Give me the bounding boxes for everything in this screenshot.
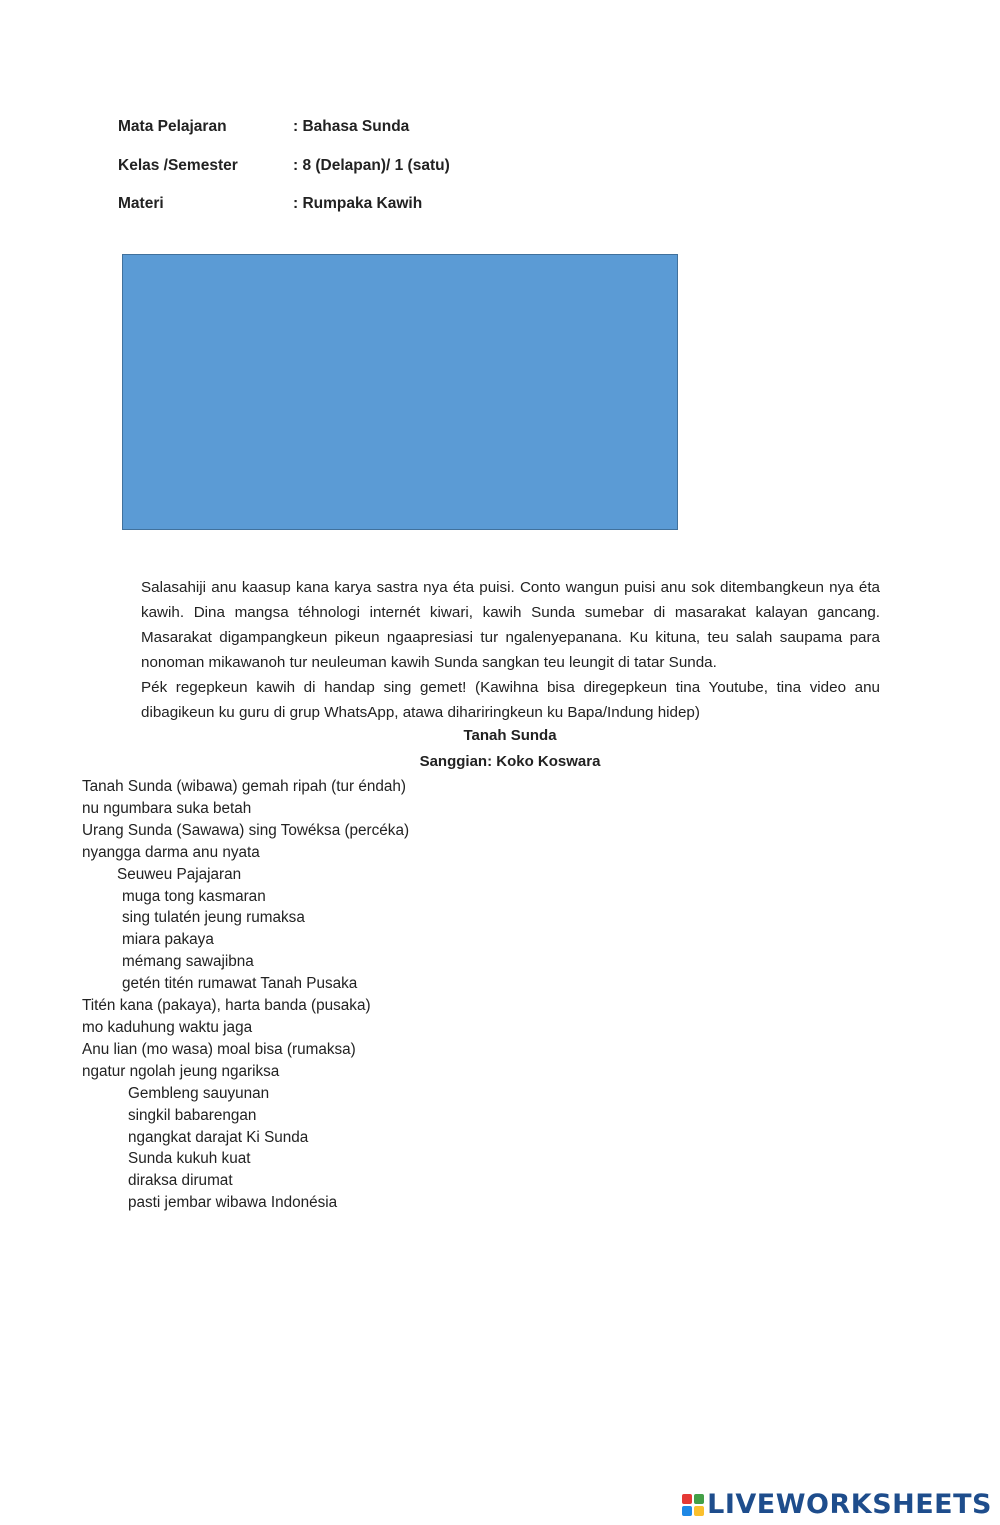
lyric-line: singkil babarengan: [128, 1106, 257, 1124]
lyric-line: Tanah Sunda (wibawa) gemah ripah (tur éndah): [82, 778, 406, 795]
logo-tile-icon: [682, 1506, 692, 1516]
lyric-line: muga tong kasmaran: [122, 887, 266, 905]
lyric-line: mo kaduhung waktu jaga: [82, 1018, 253, 1036]
material-value: : Rumpaka Kawih: [293, 195, 423, 212]
lyric-line: sing tulatén jeung rumaksa: [122, 909, 305, 927]
intro-paragraph-1: Salasahiji anu kaasup kana karya sastra nya éta puisi. Conto wangun puisi anu sok ditembangkeun nya éta kawih. Dina mangsa téhnologi internét kiwari, kawih Sunda sumebar di masarakat kalayan gancang. Masarakat digampangkeun pikeun ngaapresiasi tur ngalenyepanana. Ku kituna, teu salah saupama para nonoman mikawanoh tur neuleuman kawih Sunda sangkan teu leungit di tatar Sunda.: [141, 579, 880, 671]
intro-paragraph-2: Pék regepkeun kawih di handap sing gemet! (Kawihna bisa diregepkeun tina Youtube, tina video anu dibagikeun ku guru di grup WhatsApp, atawa dihariringkeun ku Bapa/Indung hidep): [141, 679, 880, 721]
logo-tile-icon: [682, 1494, 692, 1504]
lyric-line: Sunda kukuh kuat: [128, 1150, 251, 1168]
logo-tile-icon: [694, 1494, 704, 1504]
class-semester-label: Kelas /Semester: [118, 157, 238, 174]
lyric-line: Anu lian (mo wasa) moal bisa (rumaksa): [82, 1040, 356, 1058]
lyric-line: Seuweu Pajajaran: [117, 865, 242, 883]
material-label: Materi: [118, 195, 164, 212]
lyric-line: ngatur ngolah jeung ngariksa: [82, 1062, 280, 1080]
lyric-line: ngangkat darajat Ki Sunda: [128, 1128, 309, 1146]
lyric-line: pasti jembar wibawa Indonésia: [128, 1194, 338, 1212]
subject-label: Mata Pelajaran: [118, 118, 227, 135]
lyric-line: nyangga darma anu nyata: [82, 843, 260, 861]
lyric-line: Gembleng sauyunan: [128, 1084, 270, 1102]
class-semester-value: : 8 (Delapan)/ 1 (satu): [293, 157, 450, 174]
lyric-line: Urang Sunda (Sawawa) sing Towéksa (percéka): [82, 821, 410, 839]
logo-tile-icon: [694, 1506, 704, 1516]
logo-text: LIVEWORKSHEETS: [707, 1489, 992, 1520]
lyric-line: getén titén rumawat Tanah Pusaka: [122, 975, 358, 993]
lyric-line: diraksa dirumat: [128, 1172, 233, 1190]
lyric-line: nu ngumbara suka betah: [82, 799, 252, 817]
song-title: Tanah Sunda: [463, 727, 557, 744]
intro-text: [141, 575, 880, 725]
liveworksheets-logo[interactable]: [682, 1489, 992, 1520]
logo-tiles-icon: [682, 1494, 704, 1516]
media-placeholder[interactable]: [122, 254, 678, 530]
song-author: Sanggian: Koko Koswara: [419, 753, 601, 770]
lyric-line: mémang sawajibna: [122, 953, 254, 971]
lyric-line: miara pakaya: [122, 931, 214, 949]
lyric-line: Titén kana (pakaya), harta banda (pusaka): [82, 997, 371, 1015]
subject-value: : Bahasa Sunda: [293, 118, 410, 135]
song-lyrics: [82, 776, 409, 1214]
